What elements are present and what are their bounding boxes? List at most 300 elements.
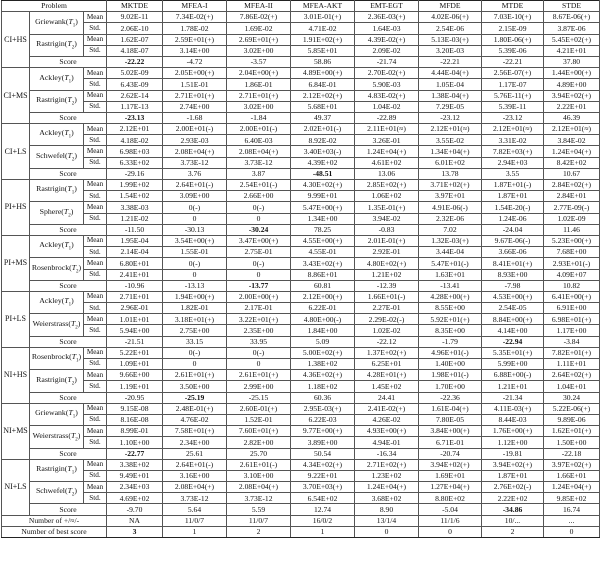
value-cell: 2.66E+00 <box>227 191 291 202</box>
value-cell: 6.43E-09 <box>107 79 163 90</box>
function-label: $Ackley(T_1)$ <box>30 124 84 146</box>
header-algorithm: STDE <box>544 1 600 12</box>
score-cell: 33.95 <box>227 336 291 347</box>
stat-label: Mean <box>84 426 107 437</box>
value-cell: 1.86E-01 <box>227 79 291 90</box>
value-cell: 2.54E-06 <box>419 23 482 34</box>
score-cell: -13.13 <box>163 280 227 291</box>
function-label: $Ackley(T_1)$ <box>30 291 84 313</box>
stat-label: Std. <box>84 269 107 280</box>
value-cell: 0(-) <box>163 258 227 269</box>
value-cell: 2.56E-07(+) <box>482 68 544 79</box>
score-cell: 30.24 <box>544 392 600 403</box>
value-cell: 8.16E-08 <box>107 414 163 425</box>
value-cell: 4.69E+02 <box>107 493 163 504</box>
value-cell: 1.24E+04(+) <box>355 146 419 157</box>
value-cell: 3.01E-01(+) <box>291 12 355 23</box>
value-cell: 2.71E+01 <box>107 291 163 302</box>
score-cell: -21.34 <box>482 392 544 403</box>
value-cell: 4.83E-02(+) <box>355 90 419 101</box>
value-cell: 8.42E+02 <box>544 157 600 168</box>
value-cell: 4.55E-01 <box>291 247 355 258</box>
value-cell: 0 <box>227 213 291 224</box>
summary-cell: 2 <box>482 526 544 537</box>
stat-label: Mean <box>84 68 107 79</box>
value-cell: 7.29E-05 <box>419 101 482 112</box>
value-cell: 1.76E+00(+) <box>482 426 544 437</box>
score-cell: -23.13 <box>107 112 163 123</box>
value-cell: 2.08E+04(+) <box>227 146 291 157</box>
score-row <box>2 336 600 347</box>
value-cell: 2.08E+04(+) <box>163 146 227 157</box>
value-cell: 1.70E+00 <box>419 381 482 392</box>
value-cell: 2.27E-01 <box>355 303 419 314</box>
score-cell: -22.77 <box>107 448 163 459</box>
value-cell: 1.24E+04(+) <box>544 482 600 493</box>
summary-label: Number of best score <box>2 526 107 537</box>
score-cell: -4.72 <box>163 56 227 67</box>
stat-label: Std. <box>84 437 107 448</box>
score-label: Score <box>30 392 107 403</box>
summary-cell: 0 <box>419 526 482 537</box>
value-cell: 2.75E+00 <box>163 325 227 336</box>
value-cell: 3.26E-01 <box>355 135 419 146</box>
value-cell: 3.44E-04 <box>419 247 482 258</box>
stat-label: Std. <box>84 325 107 336</box>
value-cell: 1.78E-02 <box>163 23 227 34</box>
function-label: $Rosenbrock(T_1)$ <box>30 347 84 369</box>
value-cell: 2.82E+00 <box>227 437 291 448</box>
value-cell: 4.18E-07 <box>107 45 163 56</box>
value-cell: 6.22E-01 <box>291 303 355 314</box>
function-label: $Weierstrass(T_2)$ <box>30 314 84 336</box>
score-cell: -11.50 <box>107 224 163 235</box>
table-row <box>2 437 600 448</box>
stat-label: Mean <box>84 34 107 45</box>
value-cell: 6.98E+01(+) <box>544 314 600 325</box>
value-cell: 3.94E-02 <box>355 213 419 224</box>
value-cell: 1.95E-04 <box>107 235 163 246</box>
value-cell: 7.86E-02(+) <box>227 12 291 23</box>
value-cell: 3.73E-12 <box>163 157 227 168</box>
score-label: Score <box>30 336 107 347</box>
value-cell: 2.22E+01 <box>544 101 600 112</box>
value-cell: 8.44E-03 <box>482 414 544 425</box>
header-algorithm: MFEA-AKT <box>291 1 355 12</box>
stat-label: Mean <box>84 370 107 381</box>
value-cell: 2.08E+04(+) <box>227 482 291 493</box>
score-cell: -0.83 <box>355 224 419 235</box>
value-cell: 4.26E-02 <box>355 414 419 425</box>
value-cell: 9.67E-06(-) <box>482 235 544 246</box>
score-label: Score <box>30 168 107 179</box>
score-cell: -21.74 <box>355 56 419 67</box>
score-cell: -24.04 <box>482 224 544 235</box>
value-cell: 1.44E+00(+) <box>544 68 600 79</box>
score-cell: 10.67 <box>544 168 600 179</box>
value-cell: 2.01E-01(+) <box>355 235 419 246</box>
value-cell: 1.63E+01 <box>419 269 482 280</box>
score-row <box>2 280 600 291</box>
value-cell: 9.85E+02 <box>544 493 600 504</box>
table-row <box>2 370 600 381</box>
value-cell: 6.54E+02 <box>291 493 355 504</box>
value-cell: 8.55E+00 <box>419 303 482 314</box>
summary-row <box>2 515 600 526</box>
value-cell: 4.89E+00 <box>544 79 600 90</box>
score-cell: 5.09 <box>291 336 355 347</box>
value-cell: 2.85E+02(+) <box>355 180 419 191</box>
summary-cell: 1 <box>291 526 355 537</box>
value-cell: 3.43E+02(+) <box>291 258 355 269</box>
table-row <box>2 459 600 470</box>
score-cell: -16.34 <box>355 448 419 459</box>
summary-cell: 0 <box>544 526 600 537</box>
value-cell: 0(-) <box>163 347 227 358</box>
value-cell: 1.12E+00 <box>482 437 544 448</box>
table-row <box>2 157 600 168</box>
score-cell: 16.74 <box>544 504 600 515</box>
value-cell: 4.18E-02 <box>107 135 163 146</box>
value-cell: 1.21E+02 <box>355 269 419 280</box>
value-cell: 2.76E+02(-) <box>482 482 544 493</box>
value-cell: 1.38E+02 <box>291 359 355 370</box>
header-algorithm: MTDE <box>482 1 544 12</box>
table-row <box>2 247 600 258</box>
header-row <box>2 1 600 12</box>
value-cell: 6.98E+03 <box>107 146 163 157</box>
score-cell: 33.15 <box>163 336 227 347</box>
value-cell: 2.95E-03(+) <box>291 403 355 414</box>
function-label: $Rastrigin(T_2)$ <box>30 370 84 392</box>
table-row <box>2 68 600 79</box>
value-cell: 4.30E+02(+) <box>291 180 355 191</box>
value-cell: 6.01E+02 <box>419 157 482 168</box>
header-algorithm: EMT-EGT <box>355 1 419 12</box>
value-cell: 7.80E-05 <box>419 414 482 425</box>
value-cell: 8.35E+00 <box>419 325 482 336</box>
value-cell: 4.94E-01 <box>355 437 419 448</box>
value-cell: 1.82E-01 <box>163 303 227 314</box>
value-cell: 2.00E+01(-) <box>163 124 227 135</box>
summary-row <box>2 526 600 537</box>
value-cell: 2.22E+02 <box>482 493 544 504</box>
value-cell: 9.49E+01 <box>107 470 163 481</box>
score-cell: -30.24 <box>227 224 291 235</box>
score-cell: -20.95 <box>107 392 163 403</box>
value-cell: 1.66E+01(-) <box>355 291 419 302</box>
stat-label: Std. <box>84 414 107 425</box>
function-label: $Rastrigin(T_1)$ <box>30 459 84 481</box>
value-cell: 3.10E+00 <box>227 470 291 481</box>
value-cell: 1.50E+00 <box>544 437 600 448</box>
table-body <box>2 12 600 538</box>
value-cell: 9.66E+00 <box>107 370 163 381</box>
function-label: $Griewank(T_1)$ <box>30 12 84 34</box>
value-cell: 0 <box>227 359 291 370</box>
score-cell: -10.96 <box>107 280 163 291</box>
score-label: Score <box>30 112 107 123</box>
value-cell: 1.69E-02 <box>227 23 291 34</box>
stat-label: Std. <box>84 381 107 392</box>
value-cell: 5.23E+00(+) <box>544 235 600 246</box>
value-cell: 2.00E+01(-) <box>227 124 291 135</box>
score-cell: 11.46 <box>544 224 600 235</box>
value-cell: 4.80E+00(-) <box>291 314 355 325</box>
score-cell: 10.82 <box>544 280 600 291</box>
score-cell: 60.36 <box>291 392 355 403</box>
table-row <box>2 381 600 392</box>
value-cell: 4.14E+00 <box>482 325 544 336</box>
value-cell: 6.84E-01 <box>291 79 355 90</box>
value-cell: 2.84E+02(+) <box>544 180 600 191</box>
score-label: Score <box>30 504 107 515</box>
value-cell: 1.24E+04(+) <box>355 482 419 493</box>
value-cell: 2.48E-01(+) <box>163 403 227 414</box>
value-cell: 6.88E+00(-) <box>482 370 544 381</box>
table-row <box>2 470 600 481</box>
value-cell: 4.09E+07 <box>544 269 600 280</box>
value-cell: 2.61E+01(+) <box>163 370 227 381</box>
table-row <box>2 258 600 269</box>
value-cell: 3.18E+01(+) <box>163 314 227 325</box>
value-cell: 2.12E+02(+) <box>291 90 355 101</box>
value-cell: 8.86E+01 <box>291 269 355 280</box>
value-cell: 1.23E+02 <box>355 470 419 481</box>
value-cell: 4.36E+02(+) <box>291 370 355 381</box>
value-cell: 2.17E-01 <box>227 303 291 314</box>
header-problem: Problem <box>2 1 107 12</box>
table-row <box>2 291 600 302</box>
table-row <box>2 482 600 493</box>
value-cell: 6.33E+02 <box>107 157 163 168</box>
stat-label: Std. <box>84 470 107 481</box>
summary-cell: 13/1/4 <box>355 515 419 526</box>
stat-label: Mean <box>84 202 107 213</box>
value-cell: 4.80E+02(+) <box>355 258 419 269</box>
header-algorithm: MFEA-I <box>163 1 227 12</box>
value-cell: 1.05E-04 <box>419 79 482 90</box>
value-cell: 4.21E+01 <box>544 45 600 56</box>
value-cell: 4.39E+02 <box>291 157 355 168</box>
value-cell: 2.12E+01(≈) <box>419 124 482 135</box>
value-cell: 2.93E-03 <box>163 135 227 146</box>
value-cell: 5.39E-06 <box>482 45 544 56</box>
value-cell: 0 <box>163 359 227 370</box>
stat-label: Mean <box>84 235 107 246</box>
value-cell: 3.71E+02(+) <box>419 180 482 191</box>
value-cell: 1.54E-20(-) <box>482 202 544 213</box>
function-label: $Ackley(T_1)$ <box>30 68 84 90</box>
value-cell: 2.05E+00(+) <box>163 68 227 79</box>
value-cell: 0(-) <box>163 202 227 213</box>
value-cell: 3.40E+03(-) <box>291 146 355 157</box>
score-cell: -25.15 <box>227 392 291 403</box>
stat-label: Mean <box>84 180 107 191</box>
value-cell: 8.84E+00(+) <box>482 314 544 325</box>
value-cell: 4.93E+00(+) <box>355 426 419 437</box>
value-cell: 3.94E+02(+) <box>419 459 482 470</box>
value-cell: 1.06E+02 <box>355 191 419 202</box>
value-cell: 1.04E-02 <box>355 101 419 112</box>
value-cell: 1.02E-09 <box>544 213 600 224</box>
score-cell: 13.06 <box>355 168 419 179</box>
stat-label: Mean <box>84 124 107 135</box>
group-label: NI+MS <box>2 403 30 459</box>
table-row <box>2 269 600 280</box>
value-cell: 2.04E+00(+) <box>227 68 291 79</box>
value-cell: 2.74E+00 <box>163 101 227 112</box>
value-cell: 5.35E+01(+) <box>482 347 544 358</box>
value-cell: 3.02E+00 <box>227 101 291 112</box>
stat-label: Mean <box>84 482 107 493</box>
score-cell: -22.18 <box>544 448 600 459</box>
value-cell: 4.53E+00(+) <box>482 291 544 302</box>
score-cell: 60.81 <box>291 280 355 291</box>
value-cell: 3.66E-06 <box>482 247 544 258</box>
stat-label: Std. <box>84 213 107 224</box>
value-cell: 2.92E-01 <box>355 247 419 258</box>
stat-label: Mean <box>84 459 107 470</box>
value-cell: 5.68E+01 <box>291 101 355 112</box>
group-label: PI+MS <box>2 235 30 291</box>
value-cell: 3.20E-03 <box>419 45 482 56</box>
value-cell: 3.97E+01 <box>419 191 482 202</box>
stat-label: Std. <box>84 45 107 56</box>
value-cell: 3.68E+02 <box>355 493 419 504</box>
value-cell: 0(-) <box>227 258 291 269</box>
function-label: $Sphere(T_2)$ <box>30 202 84 224</box>
value-cell: 2.64E+02(+) <box>544 370 600 381</box>
group-label: NI+HS <box>2 347 30 403</box>
group-label: NI+LS <box>2 459 30 515</box>
value-cell: 3.38E-03 <box>107 202 163 213</box>
table-row <box>2 146 600 157</box>
value-cell: 3.73E-12 <box>227 157 291 168</box>
score-cell: -22.21 <box>419 56 482 67</box>
stat-label: Std. <box>84 303 107 314</box>
stat-label: Mean <box>84 403 107 414</box>
summary-cell: 1 <box>163 526 227 537</box>
score-cell: -19.81 <box>482 448 544 459</box>
score-cell: -22.12 <box>355 336 419 347</box>
score-cell: -5.04 <box>419 504 482 515</box>
score-cell: -9.70 <box>107 504 163 515</box>
value-cell: 2.69E+01(+) <box>227 34 291 45</box>
value-cell: 0(-) <box>227 347 291 358</box>
summary-cell: 11/0/7 <box>163 515 227 526</box>
stat-label: Mean <box>84 90 107 101</box>
value-cell: 2.35E+00 <box>227 325 291 336</box>
score-cell: 46.39 <box>544 112 600 123</box>
group-label: CI+LS <box>2 124 30 180</box>
value-cell: 3.87E-06 <box>544 23 600 34</box>
table-row <box>2 12 600 23</box>
value-cell: 4.02E-06(+) <box>419 12 482 23</box>
value-cell: 3.09E+00 <box>163 191 227 202</box>
function-label: $Rastrigin(T_2)$ <box>30 90 84 112</box>
function-label: $Schwefel(T_2)$ <box>30 482 84 504</box>
value-cell: 4.96E+01(-) <box>419 347 482 358</box>
value-cell: 9.89E-06 <box>544 414 600 425</box>
value-cell: 2.15E-09 <box>482 23 544 34</box>
score-cell: -22.36 <box>419 392 482 403</box>
table-row <box>2 124 600 135</box>
value-cell: 6.25E+01 <box>355 359 419 370</box>
stat-label: Mean <box>84 258 107 269</box>
table-row <box>2 493 600 504</box>
score-cell: -30.13 <box>163 224 227 235</box>
value-cell: 1.62E+01(+) <box>544 426 600 437</box>
score-cell: 37.80 <box>544 56 600 67</box>
value-cell: 2.29E-02(-) <box>355 314 419 325</box>
score-cell: -23.12 <box>482 112 544 123</box>
value-cell: 9.77E+00(+) <box>291 426 355 437</box>
score-cell: 50.54 <box>291 448 355 459</box>
value-cell: 2.94E+03 <box>482 157 544 168</box>
value-cell: 3.89E+00 <box>291 437 355 448</box>
value-cell: 3.94E+02(+) <box>544 90 600 101</box>
value-cell: 2.41E+01 <box>107 269 163 280</box>
value-cell: 2.34E+03 <box>107 482 163 493</box>
value-cell: 3.31E-02 <box>482 135 544 146</box>
value-cell: 1.91E+02(+) <box>291 34 355 45</box>
value-cell: 2.12E+01 <box>107 124 163 135</box>
stat-label: Mean <box>84 347 107 358</box>
summary-label: Number of +/≈/- <box>2 515 107 526</box>
value-cell: 5.47E+01(-) <box>419 258 482 269</box>
value-cell: 4.61E+02 <box>355 157 419 168</box>
stat-label: Std. <box>84 135 107 146</box>
score-cell: -22.94 <box>482 336 544 347</box>
value-cell: 4.44E-04(+) <box>419 68 482 79</box>
value-cell: 8.93E+00 <box>482 269 544 280</box>
value-cell: 1.98E+01(-) <box>419 370 482 381</box>
value-cell: 3.14E+00 <box>163 45 227 56</box>
score-label: Score <box>30 56 107 67</box>
table-row <box>2 325 600 336</box>
score-cell: -3.84 <box>544 336 600 347</box>
table-row <box>2 235 600 246</box>
score-cell: -20.74 <box>419 448 482 459</box>
stat-label: Std. <box>84 359 107 370</box>
value-cell: 2.12E+01(≈) <box>544 124 600 135</box>
value-cell: 4.76E-02 <box>163 414 227 425</box>
score-cell: -13.41 <box>419 280 482 291</box>
value-cell: 9.99E+01 <box>291 191 355 202</box>
header-algorithm: MFEA-II <box>227 1 291 12</box>
stat-label: Std. <box>84 191 107 202</box>
value-cell: 2.02E+01(-) <box>291 124 355 135</box>
value-cell: 0 <box>163 269 227 280</box>
value-cell: 2.77E-09(-) <box>544 202 600 213</box>
value-cell: 8.41E+01(+) <box>482 258 544 269</box>
value-cell: 1.55E-01 <box>163 247 227 258</box>
value-cell: 2.54E-05 <box>482 303 544 314</box>
results-table <box>1 0 600 538</box>
value-cell: 2.71E+01(+) <box>227 90 291 101</box>
summary-cell: NA <box>107 515 163 526</box>
value-cell: 4.89E+00(+) <box>291 68 355 79</box>
function-label: $Weierstrass(T_2)$ <box>30 426 84 448</box>
table-row <box>2 180 600 191</box>
value-cell: 1.87E+01 <box>482 191 544 202</box>
value-cell: 2.09E-02 <box>355 45 419 56</box>
score-cell: -48.51 <box>291 168 355 179</box>
group-label: PI+LS <box>2 291 30 347</box>
value-cell: 8.92E-02 <box>291 135 355 146</box>
table-row <box>2 314 600 325</box>
